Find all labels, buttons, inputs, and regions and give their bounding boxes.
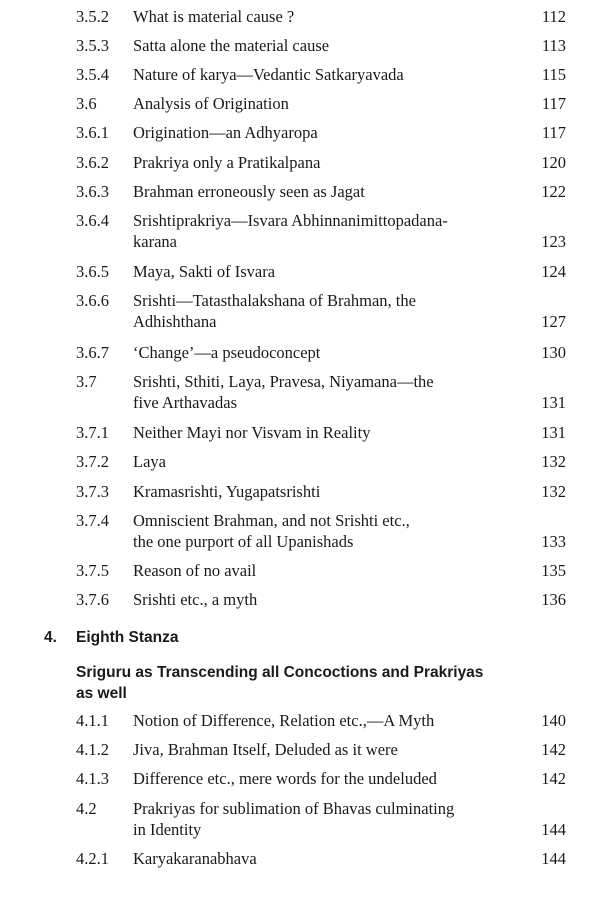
- chapter-title: Eighth Stanza: [76, 629, 179, 646]
- toc-entry-number: 4.1.1: [76, 711, 109, 730]
- toc-entry-title: Reason of no avail: [133, 561, 257, 580]
- toc-entry-title: Karyakaranabhava: [133, 849, 257, 868]
- toc-entry-page: 132: [541, 452, 566, 471]
- toc-entry-number: 3.6.1: [76, 123, 109, 142]
- toc-entry-title: Notion of Difference, Relation etc.,—A Myth: [133, 711, 435, 730]
- toc-entry-page: 142: [541, 740, 566, 759]
- toc-entry-page: 131: [541, 393, 566, 412]
- toc-entry-number: 4.2: [76, 799, 97, 818]
- toc-entry-title: Jiva, Brahman Itself, Deluded as it were: [133, 740, 398, 759]
- toc-entry-title: Difference etc., mere words for the undeluded: [133, 769, 437, 788]
- toc-entry-number: 4.2.1: [76, 849, 109, 868]
- toc-entry-title: Neither Mayi nor Visvam in Reality: [133, 423, 371, 442]
- toc-entry-page: 120: [541, 153, 566, 172]
- toc-entry-number: 3.7.6: [76, 590, 109, 609]
- chapter-number: 4.: [44, 629, 57, 646]
- toc-entry-page: 123: [541, 232, 566, 251]
- toc-entry-number: 3.7.3: [76, 482, 109, 501]
- toc-entry-title: What is material cause ?: [133, 7, 295, 26]
- toc-entry-number: 3.7.5: [76, 561, 109, 580]
- toc-entry-title: Prakriyas for sublimation of Bhavas culminating in Identity: [133, 799, 455, 839]
- toc-entry-number: 3.7.1: [76, 423, 109, 442]
- toc-entry-title: Origination—an Adhyaropa: [133, 123, 318, 142]
- toc-entry-page: 124: [541, 262, 566, 281]
- toc-entry-number: 3.7.2: [76, 452, 109, 471]
- toc-entry-title: Srishti, Sthiti, Laya, Pravesa, Niyamana—the five Arthavadas: [133, 372, 434, 412]
- toc-entry-page: 117: [541, 123, 566, 142]
- chapter-subtitle: Sriguru as Transcending all Concoctions and Prakriyas as well: [76, 664, 484, 702]
- toc-entry-page: 122: [541, 182, 566, 201]
- toc-entry-page: 113: [541, 36, 566, 55]
- toc-entry-number: 3.5.2: [76, 7, 109, 26]
- toc-entry-title: Kramasrishti, Yugapatsrishti: [133, 482, 321, 501]
- toc-entry-number: 3.6: [76, 94, 97, 113]
- toc-entry-number: 3.6.6: [76, 291, 109, 310]
- toc-entry-page: 131: [541, 423, 566, 442]
- toc-entry-page: 133: [541, 532, 566, 551]
- toc-entry-number: 4.1.3: [76, 769, 109, 788]
- toc-entry-title: Srishtiprakriya—Isvara Abhinnanimittopadana- karana: [133, 211, 448, 251]
- toc-entry-page: 127: [541, 312, 566, 331]
- toc-entry-title: Laya: [133, 452, 166, 471]
- toc-entry-number: 3.5.3: [76, 36, 109, 55]
- toc-entry-number: 3.5.4: [76, 65, 109, 84]
- toc-entry-number: 4.1.2: [76, 740, 109, 759]
- toc-entry-title: Maya, Sakti of Isvara: [133, 262, 276, 281]
- toc-entry-title: Srishti—Tatasthalakshana of Brahman, the Adhishthana: [133, 291, 416, 331]
- toc-entry-title: Brahman erroneously seen as Jagat: [133, 182, 365, 201]
- toc-entry-number: 3.7.4: [76, 511, 109, 530]
- toc-entry-page: 115: [541, 65, 566, 84]
- toc-entry-title: Satta alone the material cause: [133, 36, 330, 55]
- toc-entry-page: 144: [541, 820, 566, 839]
- toc-entry-number: 3.6.5: [76, 262, 109, 281]
- toc-entry-page: 117: [541, 94, 566, 113]
- toc-entry-number: 3.6.2: [76, 153, 109, 172]
- toc-entry-page: 130: [541, 343, 566, 362]
- toc-entry-title: ‘Change’—a pseudoconcept: [133, 343, 321, 362]
- toc-entry-number: 3.6.7: [76, 343, 109, 362]
- toc-entry-page: 132: [541, 482, 566, 501]
- toc-entry-page: 144: [541, 849, 566, 868]
- toc-entry-number: 3.6.4: [76, 211, 109, 230]
- toc-entry-title: Omniscient Brahman, and not Srishti etc., the one purport of all Upanishads: [133, 511, 410, 551]
- toc-entry-title: Analysis of Origination: [133, 94, 289, 113]
- toc-entry-page: 112: [541, 7, 566, 26]
- toc-entry-title: Srishti etc., a myth: [133, 590, 258, 609]
- toc-entry-page: 142: [541, 769, 566, 788]
- toc-entry-title: Prakriya only a Pratikalpana: [133, 153, 321, 172]
- toc-entry-page: 135: [541, 561, 566, 580]
- toc-entry-number: 3.6.3: [76, 182, 109, 201]
- toc-entry-title: Nature of karya—Vedantic Satkaryavada: [133, 65, 404, 84]
- toc-entry-page: 140: [541, 711, 566, 730]
- toc-entry-number: 3.7: [76, 372, 97, 391]
- toc-entry-page: 136: [541, 590, 566, 609]
